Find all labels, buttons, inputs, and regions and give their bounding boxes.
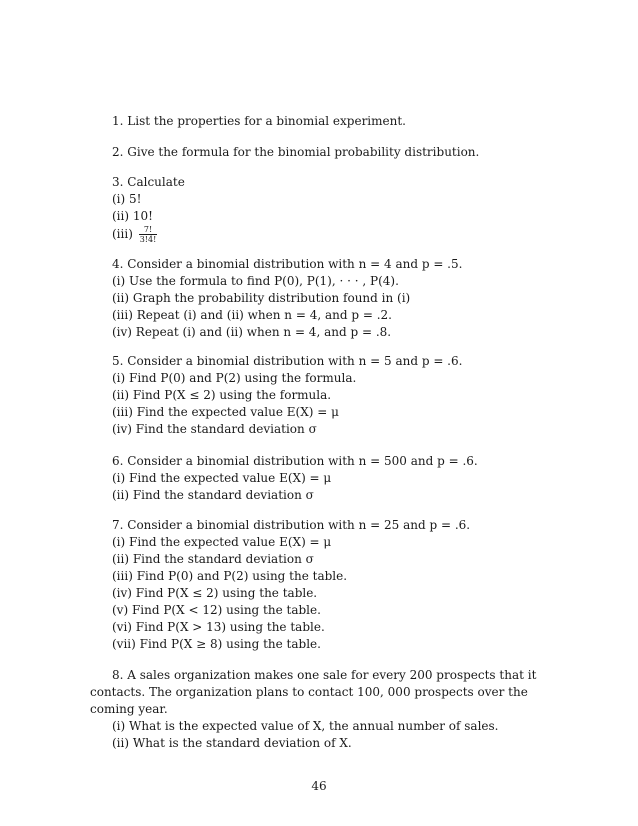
problem-4-part-i: (i) Use the formula to find P(0), P(1), · · · , P(4). xyxy=(112,274,399,288)
problem-4-statement: 4. Consider a binomial distribution with n = 4 and p = .5. xyxy=(112,257,463,271)
factorial-fraction xyxy=(139,225,158,244)
problem-6 xyxy=(90,453,560,504)
problem-2 xyxy=(90,144,560,161)
problem-7-part-i: (i) Find the expected value E(X) = μ xyxy=(112,535,332,549)
problem-6-part-i: (i) Find the expected value E(X) = μ xyxy=(112,471,332,485)
problem-3-part-i: (i) 5! xyxy=(112,192,142,206)
problem-1-statement: 1. List the properties for a binomial experiment. xyxy=(112,114,406,128)
problem-5-part-i: (i) Find P(0) and P(2) using the formula. xyxy=(112,371,357,385)
problem-3-part-iii xyxy=(90,225,560,242)
problem-3 xyxy=(90,174,560,242)
problem-7-part-v: (v) Find P(X < 12) using the table. xyxy=(112,603,321,617)
problem-2-statement: 2. Give the formula for the binomial probability distribution. xyxy=(112,145,480,159)
problem-4-part-iv: (iv) Repeat (i) and (ii) when n = 4, and p = .8. xyxy=(112,325,392,339)
problem-7 xyxy=(90,517,560,653)
page-number: 46 xyxy=(311,779,327,793)
problem-5-part-ii: (ii) Find P(X ≤ 2) using the formula. xyxy=(112,388,332,402)
problem-7-part-vi: (vi) Find P(X > 13) using the table. xyxy=(112,620,325,634)
problem-8-part-i: (i) What is the expected value of X, the annual number of sales. xyxy=(112,719,499,733)
problem-3-part-ii: (ii) 10! xyxy=(112,209,153,223)
problem-5 xyxy=(90,353,560,438)
problem-7-part-iii: (iii) Find P(0) and P(2) using the table. xyxy=(112,569,348,583)
problem-8-statement: 8. A sales organization makes one sale for every 200 prospects that it contacts. The organization plans to contact 100, 000 prospects over the coming year. xyxy=(90,668,537,716)
problem-4-part-iii: (iii) Repeat (i) and (ii) when n = 4, and p = .2. xyxy=(112,308,392,322)
problem-1 xyxy=(90,113,560,130)
problem-7-part-vii: (vii) Find P(X ≥ 8) using the table. xyxy=(112,637,321,651)
problem-5-part-iii: (iii) Find the expected value E(X) = μ xyxy=(112,405,339,419)
problem-7-statement: 7. Consider a binomial distribution with n = 25 and p = .6. xyxy=(112,518,471,532)
problem-5-part-iv: (iv) Find the standard deviation σ xyxy=(112,422,317,436)
problem-5-statement: 5. Consider a binomial distribution with n = 5 and p = .6. xyxy=(112,354,463,368)
fraction-denominator: 3!4! xyxy=(139,235,157,244)
problem-8-part-ii: (ii) What is the standard deviation of X. xyxy=(112,736,352,750)
problem-4 xyxy=(90,256,560,341)
problem-7-part-ii: (ii) Find the standard deviation σ xyxy=(112,552,314,566)
problem-4-part-ii: (ii) Graph the probability distribution found in (i) xyxy=(112,291,411,305)
problem-7-part-iv: (iv) Find P(X ≤ 2) using the table. xyxy=(112,586,318,600)
fraction-numerator: 7! xyxy=(139,225,158,235)
problem-8 xyxy=(90,667,560,752)
problem-3-part-iii-label: (iii) xyxy=(112,227,133,241)
problem-6-statement: 6. Consider a binomial distribution with n = 500 and p = .6. xyxy=(112,454,478,468)
problem-6-part-ii: (ii) Find the standard deviation σ xyxy=(112,488,314,502)
problem-3-statement: 3. Calculate xyxy=(112,175,185,189)
